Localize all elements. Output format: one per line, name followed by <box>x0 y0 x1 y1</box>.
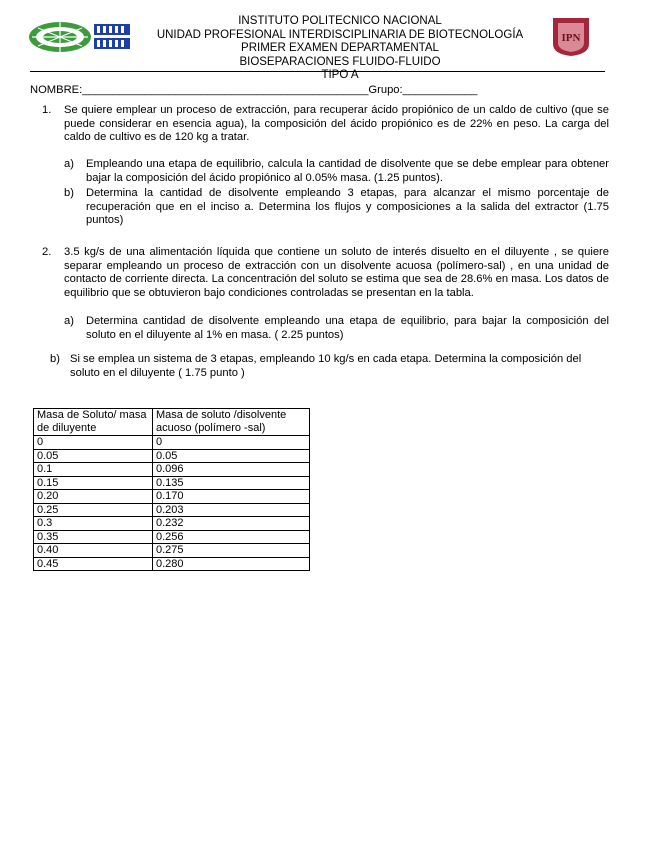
table-cell: 0.1 <box>34 463 153 477</box>
q2a-text: Determina cantidad de disolvente empleando una etapa de equilibrio, para bajar la composición del soluto en el diluyente al 1% en masa. ( 2.25 puntos) <box>86 315 609 341</box>
seal-text: IPN <box>561 32 581 44</box>
table-cell: 0.135 <box>153 476 310 490</box>
table-cell: 0.275 <box>153 544 310 558</box>
table-cell: 0.05 <box>153 449 310 463</box>
q2-text: 3.5 kg/s de una alimentación líquida que contiene un soluto de interés disuelto en el diluyente , se quiere separar empleando un proceso de extracción con un disolvente acuosa (polímero-sal) , en una unidad de contacto de corriente directa. La concentración del soluto se estima que sea de 28.6% en masa. Los datos de equilibrio que se obtuvieron bajo condiciones controladas se presentan en la tabla. <box>64 246 609 299</box>
table-cell: 0.280 <box>153 557 310 571</box>
q2-number: 2. <box>42 246 52 258</box>
upibi-logo <box>28 18 132 54</box>
course-name: BIOSEPARACIONES FLUIDO-FLUIDO <box>239 55 441 68</box>
table-row <box>34 517 310 531</box>
table-cell: 0.20 <box>34 490 153 504</box>
table-row <box>34 503 310 517</box>
table-cell: 0.15 <box>34 476 153 490</box>
table-cell: 0.25 <box>34 503 153 517</box>
q1-text: Se quiere emplear un proceso de extracción, para recuperar ácido propiónico de un caldo de cultivo (que se puede considerar en esencia agua), la composición del ácido propiónico es de 22% en peso. La carga del caldo de cultivo es de 120 kg a tratar. <box>64 104 609 144</box>
table-row <box>34 463 310 477</box>
q1a-text: Empleando una etapa de equilibrio, calcula la cantidad de disolvente que se debe emplear para obtener bajar la composición del ácido propiónico al 0.05% masa. (1.25 puntos). <box>86 158 609 184</box>
table-cell: 0.3 <box>34 517 153 531</box>
q2b-text: Si se emplea un sistema de 3 etapas, empleando 10 kg/s en cada etapa. Determina la composición del soluto en el diluyente ( 1.75 punto ) <box>70 353 582 379</box>
table-cell: 0.05 <box>34 449 153 463</box>
q1a-label: a) <box>64 158 74 170</box>
table-cell: 0.35 <box>34 530 153 544</box>
table-row <box>34 544 310 558</box>
name-group-line: NOMBRE:______________________________________________Grupo:____________ <box>30 84 478 96</box>
exam-title: PRIMER EXAMEN DEPARTAMENTAL <box>241 42 439 55</box>
table-header-row <box>34 409 310 436</box>
table-row <box>34 449 310 463</box>
table-cell: 0.40 <box>34 544 153 558</box>
q2b-label: b) <box>50 353 60 365</box>
table-cell: 0.232 <box>153 517 310 531</box>
equilibrium-table <box>33 408 310 571</box>
table-cell: 0.096 <box>153 463 310 477</box>
q2a-label: a) <box>64 315 74 327</box>
table-row <box>34 476 310 490</box>
q1b-text: Determina la cantidad de disolvente empleando 3 etapas, para alcanzar el mismo porcentaje de recuperación que en el inciso a. Determina los flujos y composiciones a la salida del extractor (1.75 puntos) <box>86 187 609 227</box>
q1-number: 1. <box>42 104 52 116</box>
table-cell: 0.45 <box>34 557 153 571</box>
table-header-solvent: Masa de soluto /disolvente acuoso (polímero -sal) <box>153 409 310 436</box>
institution-name: INSTITUTO POLITECNICO NACIONAL <box>238 15 442 27</box>
q1b-label: b) <box>64 187 74 199</box>
table-row <box>34 436 310 450</box>
table-cell: 0.170 <box>153 490 310 504</box>
table-row <box>34 557 310 571</box>
exam-type: TIPO A <box>321 69 359 81</box>
unit-name: UNIDAD PROFESIONAL INTERDISCIPLINARIA DE BIOTECNOLOGÍA <box>156 28 524 41</box>
table-header-diluent: Masa de Soluto/ masa de diluyente <box>34 409 153 436</box>
table-row <box>34 490 310 504</box>
exam-header <box>120 15 560 69</box>
table-row <box>34 530 310 544</box>
table-cell: 0.256 <box>153 530 310 544</box>
table-cell: 0.203 <box>153 503 310 517</box>
table-cell: 0 <box>34 436 153 450</box>
upibi-logo-graphic <box>28 18 132 54</box>
table-cell: 0 <box>153 436 310 450</box>
